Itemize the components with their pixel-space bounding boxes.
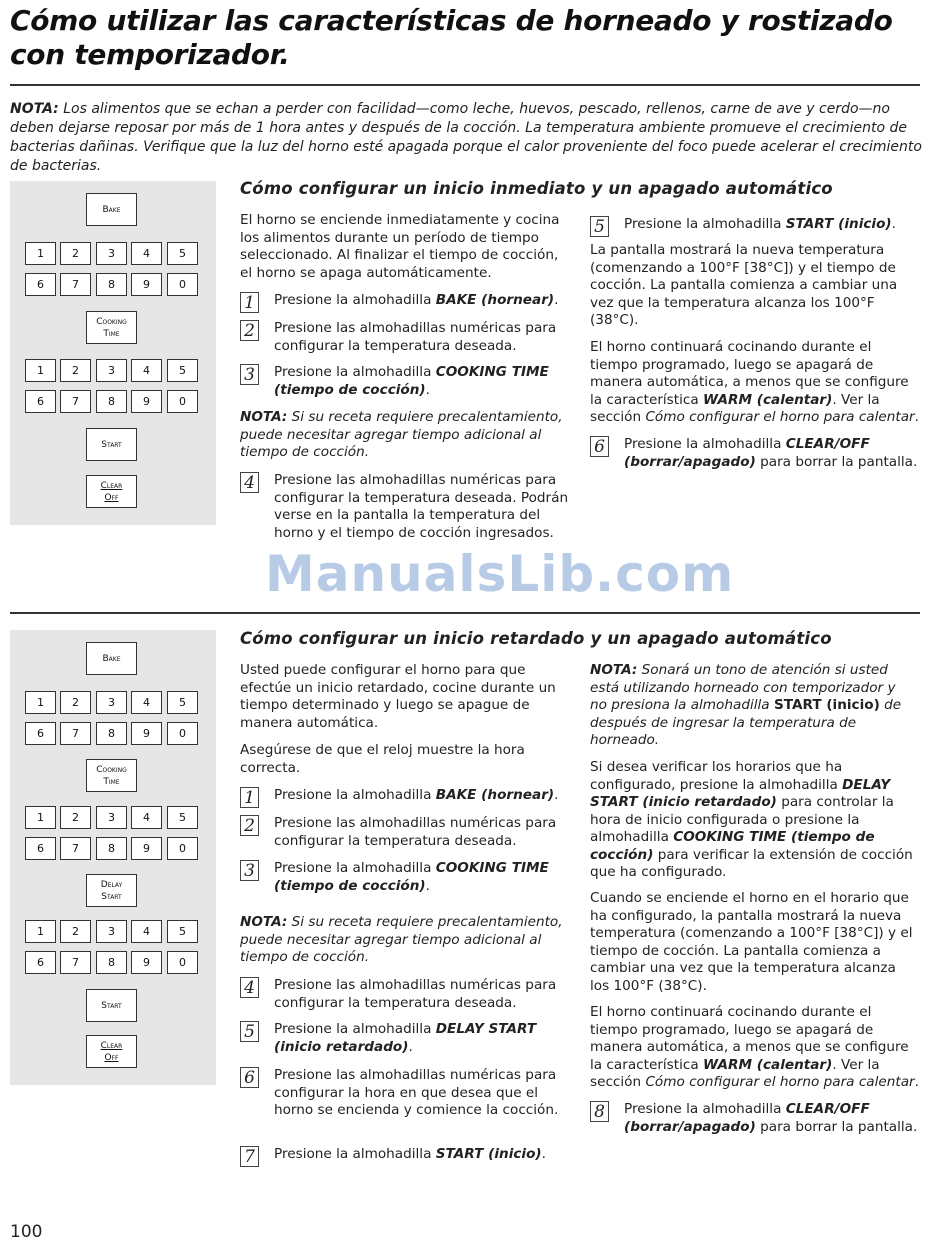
key-0[interactable]: 0 [167,273,198,296]
section2-intro: Usted puede configurar el horno para que efectúe un inicio retardado, cocine durante un tiempo determinado y luego se apague de manera automática. [240,662,556,731]
step-number: 5 [590,216,609,237]
step-number: 6 [590,436,609,457]
watermark-logo: ManualsLib.com [265,545,735,603]
start-key[interactable]: Start [86,989,137,1022]
step-number: 1 [240,292,259,313]
key-7[interactable]: 7 [60,390,91,413]
key-6[interactable]: 6 [25,837,56,860]
step-number: 2 [240,320,259,341]
s2-para-e: El horno continuará cocinando durante el tiempo programado, luego se apagará de manera automática, a menos que se configure la característica WARM (calentar). Ver la sección Cómo configurar el horno para calentar. [590,1004,919,1090]
step-number: 8 [590,1101,609,1122]
key-4[interactable]: 4 [131,359,162,382]
s2-para-d: Cuando se enciende el horno en el horario que ha configurado, la pantalla mostrará la nueva temperatura (comenzando a 100°F [38°C]) y el tiempo de cocción. La pantalla comienza a cambiar una vez que la temperatura alcanza los 100°F (38°C). [590,890,913,994]
key-0[interactable]: 0 [167,390,198,413]
key-1[interactable]: 1 [25,359,56,382]
note-label: NOTA: [10,101,59,117]
key-6[interactable]: 6 [25,273,56,296]
keypad-panel-1 [10,181,216,525]
key-4[interactable]: 4 [131,242,162,265]
step-number: 5 [240,1021,259,1042]
key-2[interactable]: 2 [60,242,91,265]
step-number: 6 [240,1067,259,1088]
key-3[interactable]: 3 [96,359,127,382]
step-number: 1 [240,787,259,808]
key-5[interactable]: 5 [167,242,198,265]
key-6[interactable]: 6 [25,722,56,745]
s1-para-b: El horno continuará cocinando durante el tiempo programado, luego se apagará de manera automática, a menos que se configure la característica WARM (calentar). Ver la sección Cómo configurar el horno para calentar. [590,339,919,425]
key-5[interactable]: 5 [167,359,198,382]
key-0[interactable]: 0 [167,951,198,974]
step-number: 3 [240,860,259,881]
key-7[interactable]: 7 [60,951,91,974]
page-number: 100 [10,1222,43,1242]
cooking-time-key[interactable]: Cooking Time [86,759,137,792]
key-2[interactable]: 2 [60,806,91,829]
key-3[interactable]: 3 [96,242,127,265]
key-8[interactable]: 8 [96,390,127,413]
key-0[interactable]: 0 [167,837,198,860]
delay-start-key[interactable]: Delay Start [86,874,137,907]
key-5[interactable]: 5 [167,691,198,714]
key-4[interactable]: 4 [131,920,162,943]
key-9[interactable]: 9 [131,837,162,860]
page-title: Cómo utilizar las características de horneado y rostizado con temporizador. [10,4,893,71]
step-number: 4 [240,977,259,998]
key-1[interactable]: 1 [25,920,56,943]
step-number: 7 [240,1146,259,1167]
key-7[interactable]: 7 [60,273,91,296]
key-3[interactable]: 3 [96,806,127,829]
start-key[interactable]: Start [86,428,137,461]
key-1[interactable]: 1 [25,691,56,714]
section1-heading: Cómo configurar un inicio inmediato y un apagado automático [240,179,833,198]
top-note [10,100,925,176]
s1-note: NOTA: Si su receta requiere precalentamiento, puede necesitar agregar tiempo adicional al tiempo de cocción. [240,409,563,460]
key-3[interactable]: 3 [96,920,127,943]
key-6[interactable]: 6 [25,951,56,974]
s2-note: NOTA: Si su receta requiere precalentamiento, puede necesitar agregar tiempo adicional al tiempo de cocción. [240,914,563,965]
key-0[interactable]: 0 [167,722,198,745]
key-7[interactable]: 7 [60,722,91,745]
s2-note-2: NOTA: Sonará un tono de atención si usted está utilizando horneado con temporizador y no presiona la almohadilla START (inicio) de después de ingresar la temperatura de horneado. [590,662,902,748]
key-8[interactable]: 8 [96,273,127,296]
key-8[interactable]: 8 [96,837,127,860]
section2-heading: Cómo configurar un inicio retardado y un apagado automático [240,629,832,648]
section2-intro2: Asegúrese de que el reloj muestre la hora correcta. [240,742,525,776]
key-5[interactable]: 5 [167,806,198,829]
key-3[interactable]: 3 [96,691,127,714]
key-9[interactable]: 9 [131,951,162,974]
key-7[interactable]: 7 [60,837,91,860]
note-text: Los alimentos que se echan a perder con facilidad—como leche, huevos, pescado, rellenos, carne de ave y cerdo—no deben dejarse reposar por más de 1 hora antes y después de la cocción. La temperatura ambiente promueve el crecimiento de bacterias dañinas. Verifique que la luz del horno esté apagada porque el calor proveniente del foco puede acelerar el crecimiento de bacterias. [10,101,922,174]
key-9[interactable]: 9 [131,390,162,413]
key-1[interactable]: 1 [25,242,56,265]
key-9[interactable]: 9 [131,722,162,745]
clear-off-key[interactable]: Clear Off [86,1035,137,1068]
key-4[interactable]: 4 [131,691,162,714]
key-5[interactable]: 5 [167,920,198,943]
clear-off-key[interactable]: Clear Off [86,475,137,508]
key-2[interactable]: 2 [60,920,91,943]
bake-key[interactable]: Bake [86,193,137,226]
key-2[interactable]: 2 [60,359,91,382]
key-8[interactable]: 8 [96,951,127,974]
key-2[interactable]: 2 [60,691,91,714]
key-8[interactable]: 8 [96,722,127,745]
key-4[interactable]: 4 [131,806,162,829]
section-rule [10,612,920,614]
title-rule [10,84,920,86]
cooking-time-key[interactable]: Cooking Time [86,311,137,344]
key-6[interactable]: 6 [25,390,56,413]
s1-para-a: La pantalla mostrará la nueva temperatura (comenzando a 100°F [38°C]) y el tiempo de cocción. La pantalla comienza a cambiar una vez que la temperatura alcanza los 100°F (38°C). [590,242,898,328]
section1-intro: El horno se enciende inmediatamente y cocina los alimentos durante un período de tiempo seleccionado. Al finalizar el tiempo de cocción, el horno se apaga automáticamente. [240,212,560,281]
step-number: 2 [240,815,259,836]
key-9[interactable]: 9 [131,273,162,296]
step-number: 4 [240,472,259,493]
bake-key[interactable]: Bake [86,642,137,675]
s2-para-c: Si desea verificar los horarios que ha configurado, presione la almohadilla DELAY START (inicio retardado) para controlar la hora de inicio configurada o presione la almohadilla COOKING TIME (tiempo de cocción) para verificar la extensión de cocción que ha configurado. [590,759,913,880]
step-number: 3 [240,364,259,385]
key-1[interactable]: 1 [25,806,56,829]
keypad-panel-2 [10,630,216,1085]
